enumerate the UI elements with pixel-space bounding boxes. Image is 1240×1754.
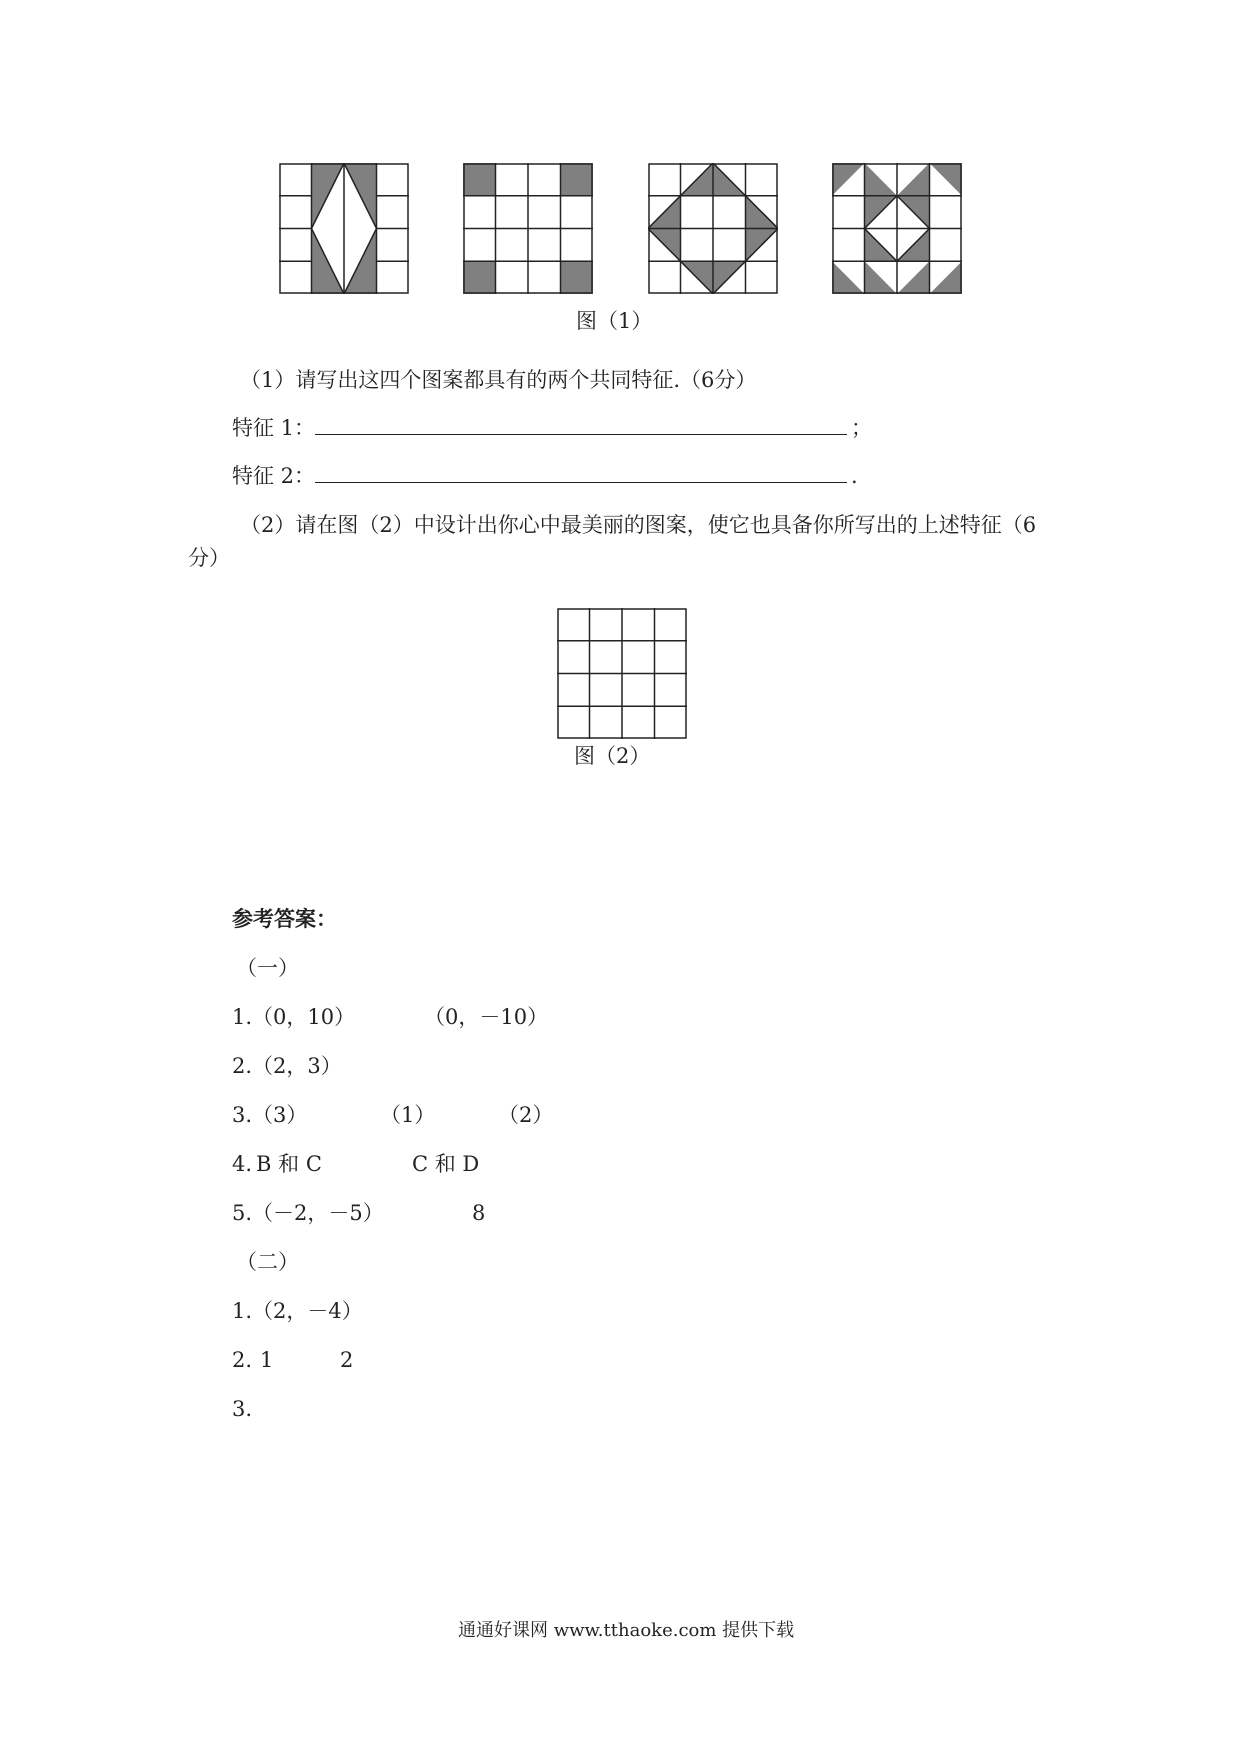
answer-value: （3） (252, 1103, 308, 1127)
answer-1-2 (232, 1053, 342, 1079)
answer-1-1 (232, 1004, 355, 1030)
answer-num: 3. (232, 1103, 253, 1127)
empty-design-grid[interactable] (557, 608, 687, 739)
answer-2-3 (232, 1396, 252, 1422)
answer-value: （2，－4） (252, 1299, 363, 1323)
feature2-row (232, 462, 858, 489)
question1-prompt: （1）请写出这四个图案都具有的两个共同特征.（6分） (240, 368, 757, 392)
answer-2-1 (232, 1298, 363, 1324)
answer-1-4 (232, 1151, 322, 1177)
question2-prompt-line2: 分） (188, 546, 230, 570)
answers-section1-label: （一） (236, 956, 299, 980)
answer-1-5 (232, 1200, 384, 1226)
answer-num: 5. (232, 1201, 253, 1225)
answer-num: 1. (232, 1299, 253, 1323)
feature1-row (232, 414, 872, 441)
answer-num: 2. (232, 1348, 253, 1372)
feature1-end: ； (851, 416, 873, 440)
answer-value: B 和 C (256, 1152, 322, 1176)
answer-1-4-b: C 和 D (412, 1152, 480, 1176)
feature2-end: . (851, 464, 858, 488)
answer-1-3-c: （2） (498, 1103, 554, 1127)
pattern-rotated-square (648, 163, 778, 294)
answer-1-1-b: （0，－10） (424, 1005, 549, 1029)
answer-num: 2. (232, 1054, 253, 1078)
answer-value: （2，3） (252, 1054, 342, 1078)
answers-heading: 参考答案： (232, 906, 337, 931)
feature2-label: 特征 2： (232, 464, 316, 488)
figure2-caption: 图（2） (574, 744, 651, 768)
answers-section2-label: （二） (236, 1250, 299, 1274)
answer-1-3 (232, 1102, 307, 1128)
question2-prompt-line1: （2）请在图（2）中设计出你心中最美丽的图案，使它也具备你所写出的上述特征（6 (240, 513, 1037, 537)
answer-2-2 (232, 1347, 273, 1373)
feature1-answer-blank[interactable] (315, 414, 847, 435)
pattern-corner-squares (463, 163, 593, 294)
answer-value: （－2，－5） (252, 1201, 384, 1225)
answer-num: 1. (232, 1005, 253, 1029)
feature2-answer-blank[interactable] (315, 462, 847, 483)
feature1-label: 特征 1： (232, 416, 316, 440)
pattern-triangles (832, 163, 962, 294)
answer-1-5-b: 8 (472, 1201, 486, 1225)
pattern-diamond (279, 163, 409, 294)
answer-2-2-b: 2 (340, 1348, 354, 1372)
answer-value: （0，10） (252, 1005, 356, 1029)
answer-num: 4. (232, 1152, 253, 1176)
figure1-caption: 图（1） (576, 309, 653, 333)
answer-num: 3. (232, 1397, 253, 1421)
answer-1-3-b: （1） (380, 1103, 436, 1127)
page-footer: 通通好课网 www.tthaoke.com 提供下载 (458, 1620, 795, 1641)
answer-value: 1 (260, 1348, 274, 1372)
